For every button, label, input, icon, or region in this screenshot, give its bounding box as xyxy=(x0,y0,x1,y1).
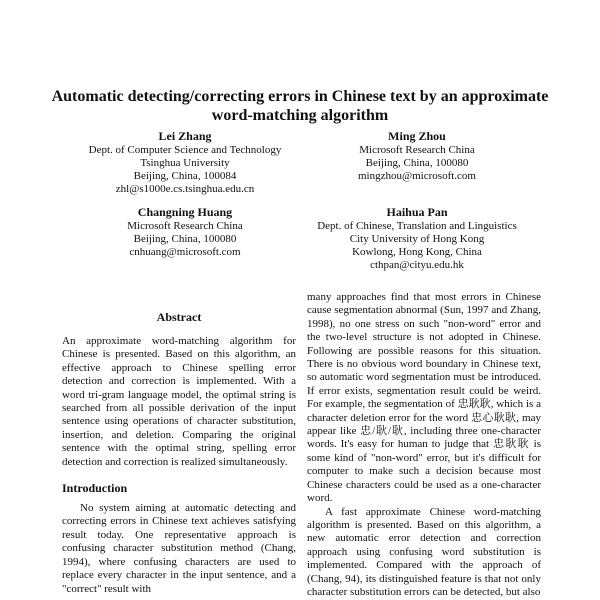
author-name: Lei Zhang xyxy=(158,129,212,143)
author-email: cnhuang@microsoft.com xyxy=(129,246,241,258)
abstract-text: An approximate word-matching algorithm for Chinese is presented. Based on this algorithm, an effective approach to Chinese spelling error detection and correction is implemented. With a word tri-gram language model, the optimal string is searched from all possible derivation of the input sentence using operations of character substitution, insertion, and deletion. Comparing the original sentence with the optimal string, spelling error detection and correction is realized simultaneously. xyxy=(62,335,296,468)
author-email: zhl@s1000e.cs.tsinghua.edu.cn xyxy=(115,183,255,195)
author-block-lei-zhang xyxy=(50,129,320,196)
author-address: Beijing, China, 100084 xyxy=(133,170,237,182)
body-paragraph: A fast approximate Chinese word-matching algorithm is presented. Based on this algorithm, a new automatic error detection and correction approach using confusing word substitution is implemented. Compared with the approach of (Chang, 94), its distinguished feature is that not only character substitution errors can be detected, but also xyxy=(307,505,541,598)
author-affiliation: Dept. of Computer Science and Technology xyxy=(88,144,282,156)
author-address: Beijing, China, 100080 xyxy=(365,157,469,169)
author-email: mingzhou@microsoft.com xyxy=(358,170,476,182)
author-affiliation: Microsoft Research China xyxy=(127,220,243,232)
author-affiliation: Tsinghua University xyxy=(140,157,230,169)
introduction-heading: Introduction xyxy=(62,481,128,496)
author-email: cthpan@cityu.edu.hk xyxy=(370,259,464,271)
paper-title: Automatic detecting/correcting errors in Chinese text by an approximate word-matching algorithm xyxy=(51,87,549,124)
author-block-changning-huang xyxy=(50,205,320,259)
abstract-heading: Abstract xyxy=(156,310,202,324)
author-block-haihua-pan xyxy=(282,205,552,272)
author-name: Ming Zhou xyxy=(388,129,446,143)
body-paragraph: many approaches find that most errors in Chinese cause segmentation abnormal (Sun, 1997 and Zhang, 1998), no one stress on such "non-word" error and the two-level structure is not adopted in Chinese. Following are possible reasons for this situation. There is no obvious word boundary in Chinese text, so automatic word segmentation must be introduced. If error exists, segmentation result could be weird. For example, the segmentation of 忠耿耿, which is a character deletion error for the word 忠心耿耿, may appear like 忠/耿/耿, including three one-character words. It's easy for human to judge that 忠耿耿 is some kind of "non-word" error, but it's difficult for computer to make such a decision because most Chinese characters could be used as a one-character word. xyxy=(307,291,541,505)
left-text-column xyxy=(62,296,296,600)
right-text-column xyxy=(307,291,541,600)
introduction-paragraph: No system aiming at automatic detecting and correcting errors in Chinese text achieves satisfying result today. One representative approach is confusing character substitution method (Chang, 1994), where confusing characters are used to replace every character in the input sentence, and a "correct" result with xyxy=(62,502,296,595)
author-affiliation: Microsoft Research China xyxy=(359,144,475,156)
author-affiliation: Dept. of Chinese, Translation and Linguistics xyxy=(317,220,517,232)
author-name: Haihua Pan xyxy=(386,205,448,219)
author-address: Kowlong, Hong Kong, China xyxy=(352,246,482,258)
author-name: Changning Huang xyxy=(137,205,233,219)
author-affiliation: City University of Hong Kong xyxy=(349,233,485,245)
author-block-ming-zhou xyxy=(282,129,552,183)
author-address: Beijing, China, 100080 xyxy=(133,233,237,245)
